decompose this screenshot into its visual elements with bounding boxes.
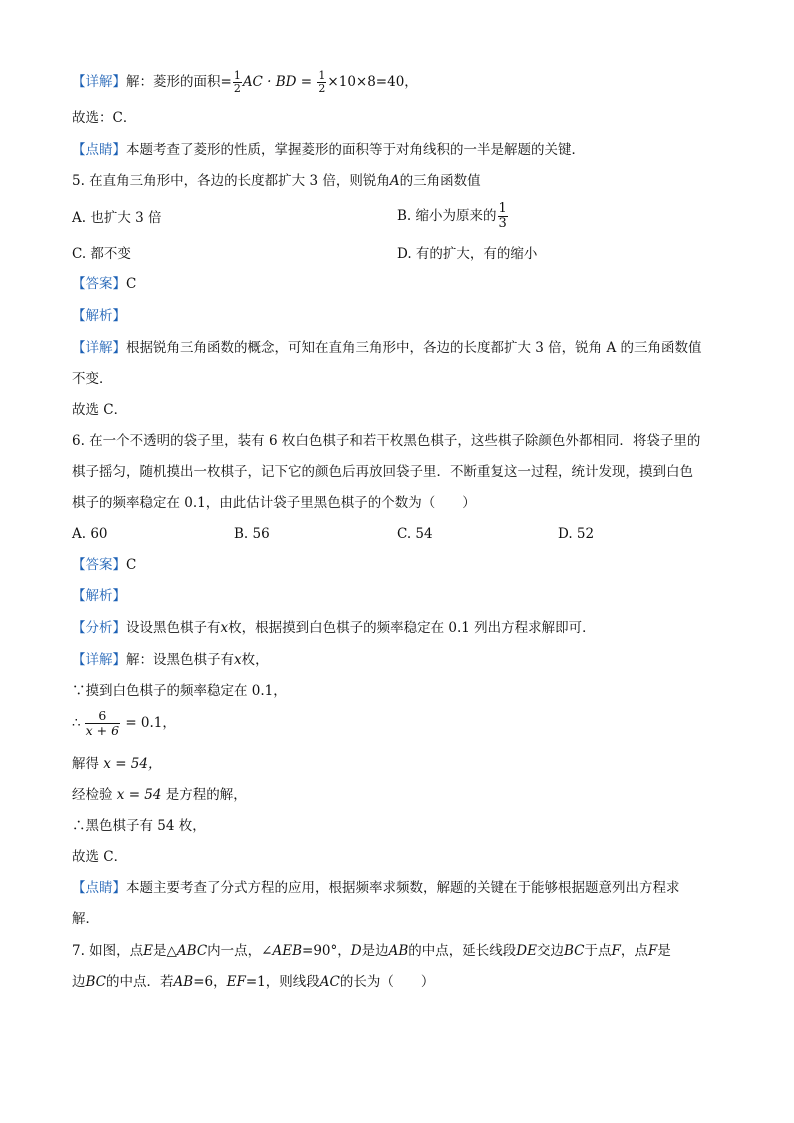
q6-because: ∵摸到白色棋子的频率稳定在 0.1，: [72, 683, 287, 699]
q6-analyze-line: 【分析】设设黑色棋子有x枚，根据摸到白色棋子的频率稳定在 0.1 列出方程求解即可．: [72, 620, 596, 636]
q6-option-c: C. 54: [397, 526, 433, 542]
q5-stem: 5. 在直角三角形中，各边的长度都扩大 3 倍，则锐角A的三角函数值: [72, 173, 481, 189]
q4-expr-1: AC · BD: [242, 74, 297, 90]
q6-conclude: ∴黑色棋子有 54 枚，: [72, 818, 206, 834]
q4-choose: 故选：C．: [72, 110, 137, 126]
q4-detail-text: 解：菱形的面积=: [126, 74, 232, 90]
q5-analysis-tag: 【解析】: [72, 308, 126, 324]
q6-choose: 故选 C．: [72, 849, 128, 865]
q4-comment-text: 本题考查了菱形的性质，掌握菱形的面积等于对角线积的一半是解题的关键．: [126, 142, 585, 158]
q6-option-a: A. 60: [72, 526, 108, 542]
q6-equation: ∴ $\frac{6}{x + 6}$ = 0.1，: [72, 708, 176, 738]
q7-stem-1: 7. 如图，点E是△ABC内一点，∠AEB=90°，D是边AB的中点，延长线段DE交边BC于点F，点F是: [72, 943, 671, 959]
q5-detail-cont: 不变．: [72, 371, 113, 387]
detail-tag: 【详解】: [72, 74, 126, 90]
q6-option-d: D. 52: [558, 526, 595, 542]
q5-answer: C: [126, 276, 137, 292]
q6-option-b: B. 56: [234, 526, 270, 542]
answer-tag: 【答案】: [72, 276, 126, 292]
q4-fraction-2: $\frac{1}{2}$: [318, 69, 326, 95]
analyze-tag: 【分析】: [72, 620, 126, 636]
q6-answer-line: 【答案】C: [72, 557, 137, 573]
q4-fraction-1: $\frac{1}{2}$: [233, 69, 241, 95]
q5-choose: 故选 C．: [72, 402, 128, 418]
q4-comment-line: [72, 140, 585, 160]
q6-stem-1: 6. 在一个不透明的袋子里，装有 6 枚白色棋子和若干枚黑色棋子，这些棋子除颜色外都相同．将袋子里的: [72, 433, 701, 449]
q5-option-c: C. 都不变: [72, 246, 131, 262]
q6-answer: C: [126, 557, 137, 573]
q6-analysis-tag: 【解析】: [72, 588, 126, 604]
q6-detail-line: 【详解】解：设黑色棋子有x枚，: [72, 652, 269, 668]
q4-detail-line: 【详解】解：菱形的面积= $\frac{1}{2}$ AC · BD = $\frac{1}{2}$ ×10×8=40，: [72, 69, 418, 95]
q5-option-b: B. 缩小为原来的 $\frac{1}{3}$: [397, 201, 507, 231]
q7-stem-2: 边BC的中点．若AB=6，EF=1，则线段AC的长为（ ）: [72, 974, 435, 990]
q6-comment-cont: 解．: [72, 911, 99, 927]
q6-solve: 解得 x = 54，: [72, 756, 162, 772]
q5-answer-line: [72, 274, 136, 294]
q6-equation-fraction: $\frac{6}{x + 6}$: [85, 708, 120, 738]
q6-stem-2: 棋子摇匀，随机摸出一枚棋子，记下它的颜色后再放回袋子里．不断重复这一过程，统计发现，摸到白色: [72, 464, 693, 480]
q5-option-a: A. 也扩大 3 倍: [72, 210, 162, 226]
comment-tag: 【点睛】: [72, 142, 126, 158]
q6-stem-3: 棋子的频率稳定在 0.1，由此估计袋子里黑色棋子的个数为（ ）: [72, 495, 476, 511]
q6-comment-line: 【点睛】本题主要考查了分式方程的应用，根据频率求频数，解题的关键在于能够根据题意列出方程求: [72, 880, 680, 896]
q4-expr-2: ×10×8=40，: [327, 74, 418, 90]
q5-option-d: D. 有的扩大，有的缩小: [397, 246, 538, 262]
q6-check: 经检验 x = 54 是方程的解，: [72, 787, 247, 803]
q5-detail-line: 【详解】根据锐角三角函数的概念，可知在直角三角形中，各边的长度都扩大 3 倍，锐角 A 的三角函数值: [72, 340, 702, 356]
